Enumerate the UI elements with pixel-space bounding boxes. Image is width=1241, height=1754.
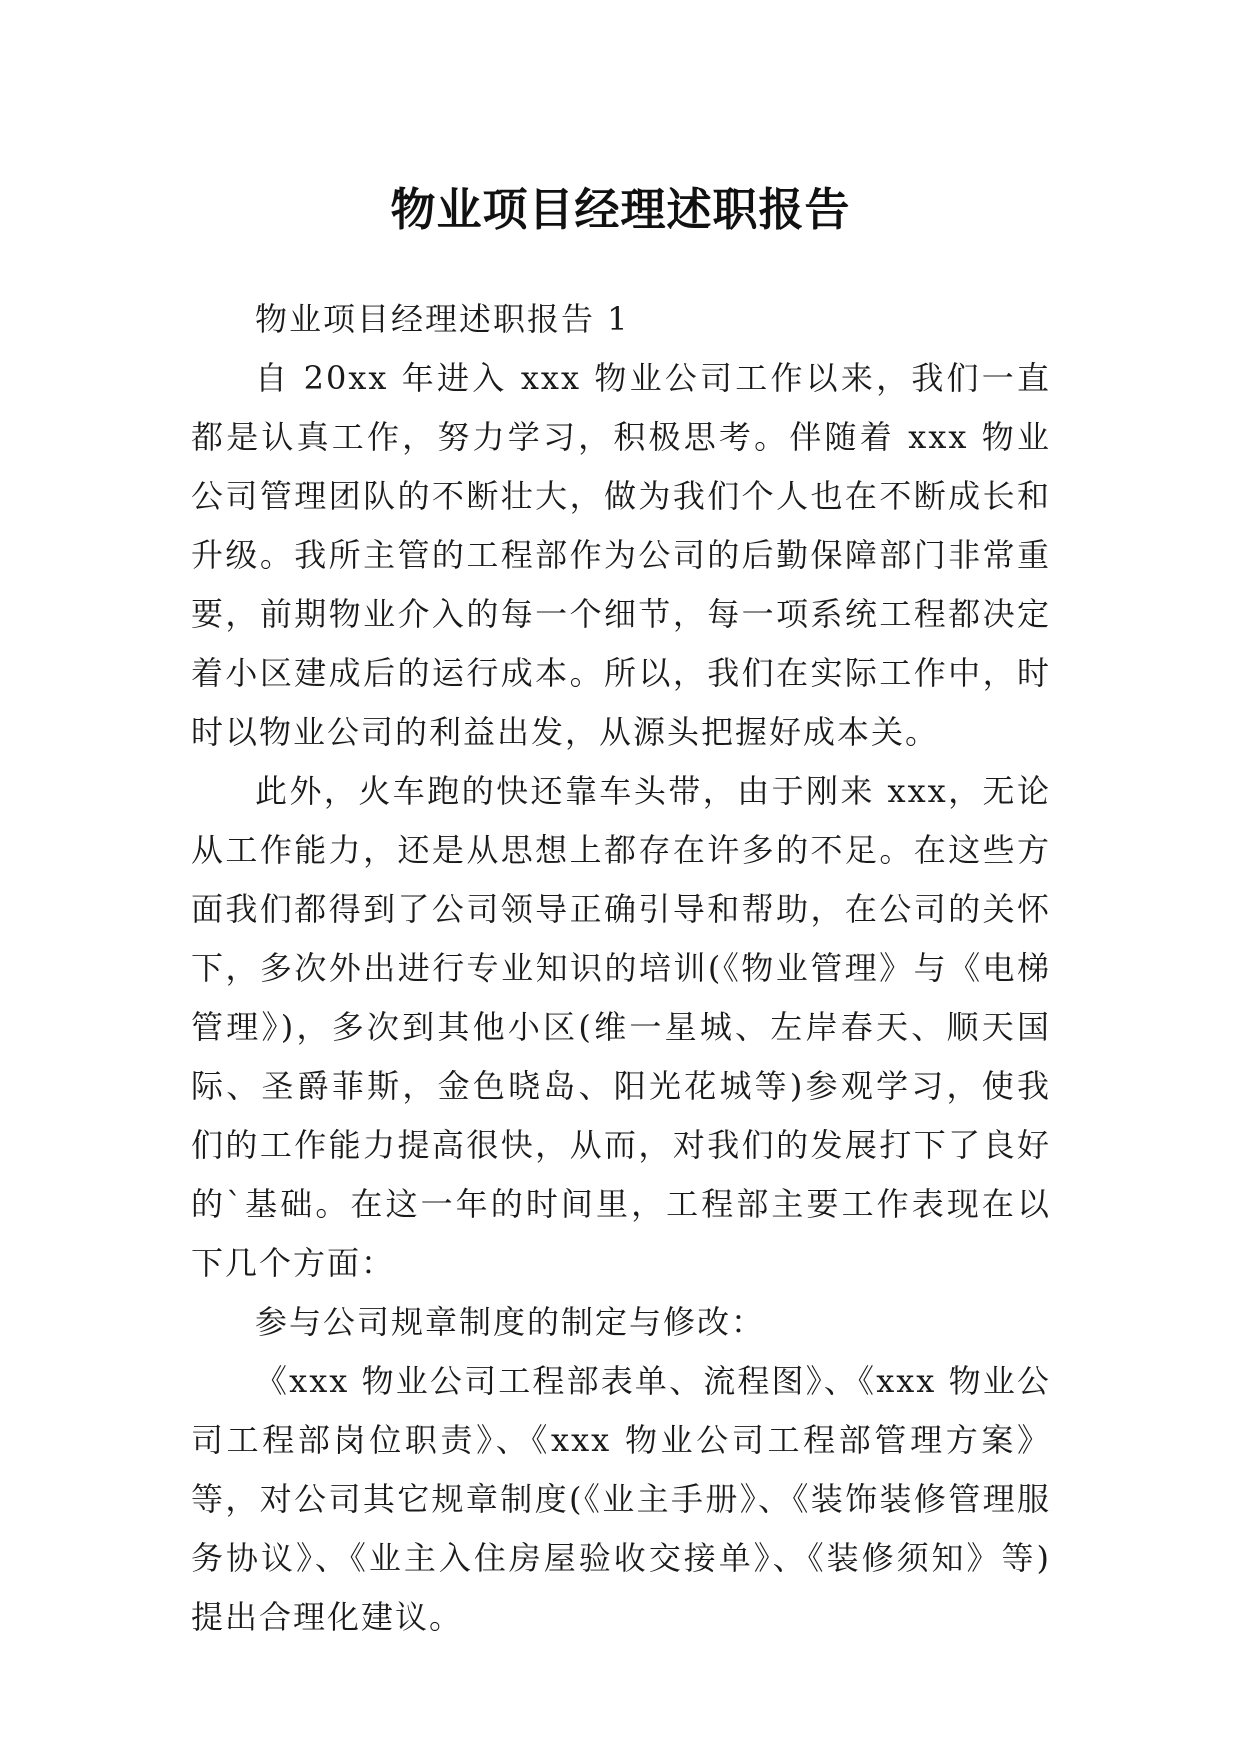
document-body bbox=[191, 290, 1051, 1647]
body-paragraph-rules-heading: 参与公司规章制度的制定与修改： bbox=[255, 1303, 766, 1341]
body-paragraph-intro: 自 20xx 年进入 xxx 物业公司工作以来，我们一直都是认真工作，努力学习，积极思考。伴随着 xxx 物业公司管理团队的不断壮大，做为我们个人也在不断成长和升级。我所主管的工程部作为公司的后勤保障部门非常重要，前期物业介入的每一个细节，每一项系统工程都决定着小区建成后的运行成本。所以，我们在实际工作中，时时以物业公司的利益出发，从源头把握好成本关。 bbox=[191, 359, 1051, 751]
body-paragraph-training: 此外，火车跑的快还靠车头带，由于刚来 xxx，无论从工作能力，还是从思想上都存在许多的不足。在这些方面我们都得到了公司领导正确引导和帮助，在公司的关怀下，多次外出进行专业知识的培训(《物业管理》与《电梯管理》)，多次到其他小区(维一星城、左岸春天、顺天国际、圣爵菲斯，金色晓岛、阳光花城等)参观学习，使我们的工作能力提高很快，从而，对我们的发展打下了良好的`基础。在这一年的时间里，工程部主要工作表现在以下几个方面： bbox=[191, 772, 1051, 1282]
document-title: 物业项目经理述职报告 bbox=[390, 183, 851, 237]
report-subtitle: 物业项目经理述职报告 1 bbox=[255, 300, 630, 338]
body-paragraph-rules-detail: 《xxx 物业公司工程部表单、流程图》、《xxx 物业公司工程部岗位职责》、《xxx 物业公司工程部管理方案》等，对公司其它规章制度(《业主手册》、《装饰装修管理服务协议》、《业主入住房屋验收交接单》、《装修须知》等)提出合理化建议。 bbox=[191, 1362, 1051, 1636]
